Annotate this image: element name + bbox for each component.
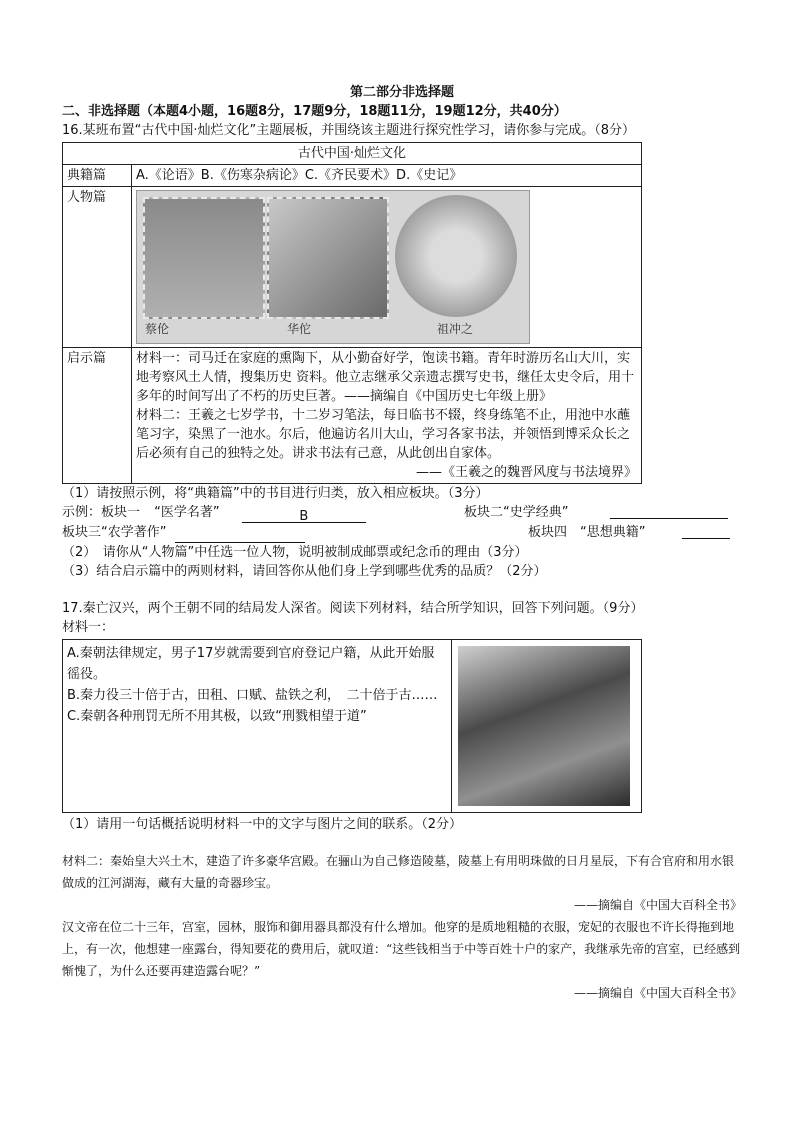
q17-item-c: C.秦朝各种刑罚无所不用其极，以致“刑戮相望于道” — [67, 709, 367, 724]
q16-sub2: （2） 请你从“人物篇”中任选一位人物，说明被制成邮票或纪念币的理由（3分） — [62, 545, 528, 560]
block4-label: 板块四 “思想典籍” — [528, 525, 646, 540]
uprising-battle-image — [458, 646, 630, 806]
block2-label: 板块二“史学经典” — [464, 505, 569, 520]
example-label: 示例：板块一 — [62, 505, 141, 520]
people-cell — [132, 187, 642, 348]
row-label-books: 典籍篇 — [63, 165, 132, 187]
q16-stem: 16.某班布置“古代中国·灿烂文化”主题展板，并围绕该主题进行探究性学习，请你参与完成。（8分） — [62, 123, 636, 138]
row-label-inspiration: 启示篇 — [63, 348, 132, 484]
row-label-people: 人物篇 — [63, 187, 132, 348]
q17-sub1: （1）请用一句话概括说明材料一中的文字与图片之间的联系。（2分） — [62, 817, 463, 832]
q17-item-b: B.秦力役三十倍于古，田租、口赋、盐铁之利， 二十倍于古…… — [67, 688, 438, 703]
q17-material2-source1: ——摘编自《中国大百科全书》 — [573, 898, 742, 912]
stamps-and-coin-photo — [136, 190, 530, 344]
q17-material2-source2: ——摘编自《中国大百科全书》 — [573, 986, 742, 1000]
hua-tuo-stamp-image — [267, 197, 389, 319]
zu-chongzhi-coin-image — [395, 195, 517, 317]
block1-label: “医学名著” — [154, 505, 220, 520]
block1-answer: B — [242, 507, 366, 523]
material-1: 材料一：司马迁在家庭的熏陶下，从小勤奋好学，饱读书籍。青年时游历名山大川，实地考察风土人情，搜集历史 资料。他立志继承父亲遗志撰写史书，继任太史令后，用十多年的时间写出了不朽的历史巨著。——摘编自《中国历史七年级上册》 — [136, 351, 635, 404]
q17-material1-table — [62, 639, 642, 813]
block3-answer-blank[interactable] — [175, 527, 305, 543]
row-books-content: A.《论语》B.《伤寒杂病论》C.《齐民要术》D.《史记》 — [132, 165, 642, 187]
block3-label: 板块三“农学著作” — [62, 525, 167, 540]
q17-item-a: A.秦朝法律规定，男子17岁就需要到官府登记户籍，从此开始服徭役。 — [67, 646, 435, 682]
block2-answer-blank[interactable] — [610, 503, 728, 519]
q17-material2-para2: 汉文帝在位二十三年，宫室，园林，服饰和御用器具都没有什么增加。他穿的是质地粗糙的衣服，宠妃的衣服也不许长得拖到地上，有一次，他想建一座露台，得知要花的费用后，就叹道：“这些钱相当于中等百姓十户的家产，我继承先帝的宫室，已经感到惭愧了，为什么还要再建造露台呢？” — [62, 920, 741, 978]
caption-zu-chongzhi: 祖冲之 — [437, 322, 474, 336]
material-2-source: ——《王羲之的魏晋风度与书法境界》 — [415, 465, 637, 480]
q16-sub3: （3）结合启示篇中的两则材料，请回答你从他们身上学到哪些优秀的品质？（2分） — [62, 564, 547, 579]
q17-stem: 17.秦亡汉兴，两个王朝不同的结局发人深省。阅读下列材料，结合所学知识，回答下列问题。（9分） — [62, 601, 644, 616]
block4-answer-blank[interactable] — [682, 523, 730, 539]
caption-hua-tuo: 华佗 — [287, 322, 312, 336]
q16-table-title: 古代中国·灿烂文化 — [63, 143, 642, 165]
q16-sub1: （1）请按照示例，将“典籍篇”中的书目进行归类，放入相应板块。（3分） — [62, 486, 489, 501]
caption-cai-lun: 蔡伦 — [145, 322, 170, 336]
inspiration-materials — [132, 348, 642, 484]
q16-answer-row-2 — [62, 523, 742, 543]
q17-material2-para1: 材料二：秦始皇大兴土木，建造了许多豪华宫殿。在骊山为自己修造陵墓，陵墓上有用明珠做的日月星辰，下有合官府和用水银做成的江河湖海，藏有大量的奇器珍宝。 — [62, 854, 735, 890]
exam-page — [62, 84, 742, 1004]
q17-material1-label: 材料一： — [62, 620, 115, 635]
q16-table — [62, 142, 642, 484]
q17-picture-cell — [452, 640, 642, 813]
cai-lun-stamp-image — [143, 197, 265, 319]
material-2: 材料二：王羲之七岁学书，十二岁习笔法，每日临书不辍，终身练笔不止，用池中水蘸笔习字，染黑了一池水。尔后，他遍访名川大山，学习各家书法，并领悟到博采众长之后必须有自己的独特之处。讲求书法有己意，从此创出自家体。 — [136, 408, 631, 461]
q17-material1-text — [63, 640, 452, 813]
q16-answer-row-1 — [62, 503, 742, 523]
section-heading: 二、非选择题（本题4小题，16题8分，17题9分，18题11分，19题12分，共40分） — [62, 104, 567, 119]
part-title: 第二部分非选择题 — [349, 85, 454, 100]
